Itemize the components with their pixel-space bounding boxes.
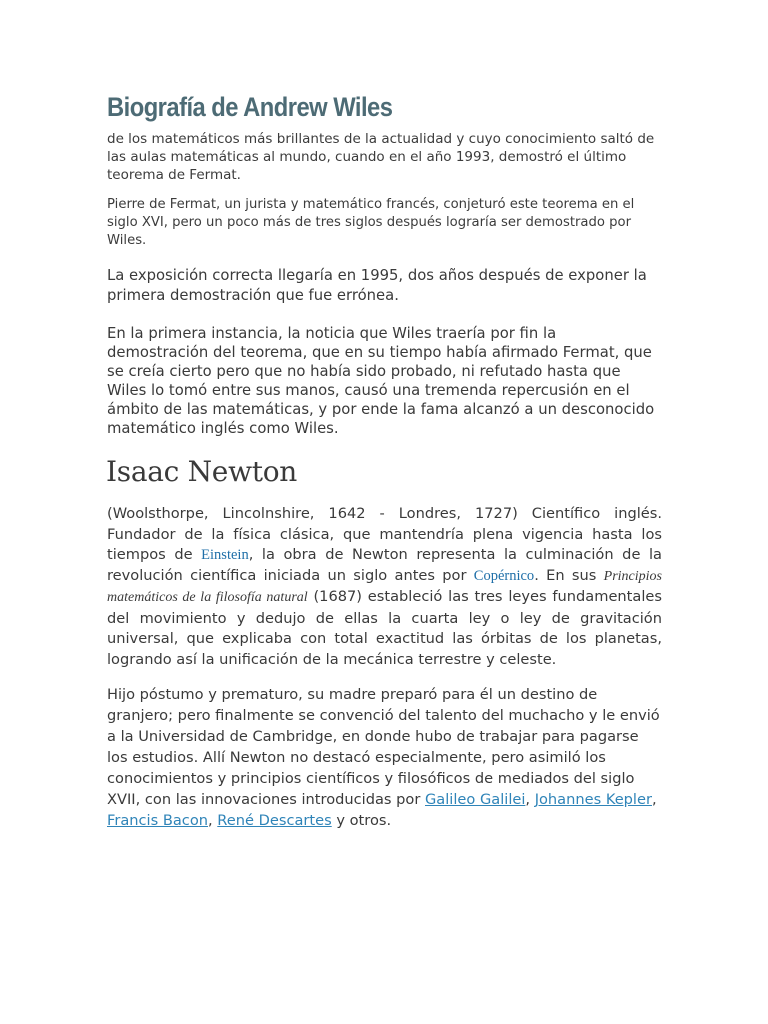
link-kepler[interactable]: Johannes Kepler — [534, 791, 652, 808]
separator: , — [525, 791, 535, 808]
link-bacon[interactable]: Francis Bacon — [107, 812, 209, 829]
newton-p1-text-1: (Woolsthorpe, Lincolnshire, 1642 - Londres, 1727) Científico inglés. Fundador de la física clásica, que mantendría plena vigencia hasta los tiempos de — [107, 505, 662, 563]
link-copernico[interactable]: Copérnico — [473, 567, 535, 584]
wiles-paragraph-4: En la primera instancia, la noticia que Wiles traería por fin la demostración del teorema, que en su tiempo había afirmado Fermat, que se creía cierto pero que no había sido probado, ni refutado hasta que Wiles lo tomó entre sus manos, causó una tremenda repercusión en el ámbito de las matemáticas, y por ende la fama alcanzó a un desconocido matemático inglés como Wiles. — [107, 325, 655, 437]
separator: , — [651, 791, 657, 808]
separator: , — [208, 812, 218, 829]
newton-p1-text-4: (1687) estableció las tres leyes fundamentales del movimiento y dedujo de ellas la cuarta ley o ley de gravitación universal, que explicaba con total exactitud las órbitas de los planetas, logrando así la unificación de la mecánica terrestre y celeste. — [107, 588, 662, 668]
newton-title: Isaac Newton — [106, 455, 297, 488]
link-galileo[interactable]: Galileo Galilei — [425, 791, 526, 808]
link-descartes[interactable]: René Descartes — [217, 812, 332, 829]
link-einstein[interactable]: Einstein — [201, 547, 249, 563]
newton-p1-text-2: , la obra de Newton representa la culminación de la revolución científica iniciada un siglo antes por — [107, 546, 662, 584]
newton-paragraph-1 — [107, 504, 662, 670]
newton-paragraph-2 — [107, 684, 662, 831]
newton-p2-text-1: Hijo póstumo y prematuro, su madre preparó para él un destino de granjero; pero finalmente se convenció del talento del muchacho y le envió a la Universidad de Cambridge, en donde hubo de trabajar para pagarse los estudios. Allí Newton no destacó especialmente, pero asimiló los conocimientos y principios científicos y filosóficos de mediados del siglo XVII, con las innovaciones introducidas por — [107, 686, 660, 808]
wiles-paragraph-1: de los matemáticos más brillantes de la actualidad y cuyo conocimiento saltó de las aulas matemáticas al mundo, cuando en el año 1993, demostró el último teorema de Fermat. — [107, 131, 655, 183]
newton-p1-text-3: . En sus — [534, 566, 604, 584]
wiles-title: Biografía de Andrew Wiles — [107, 92, 393, 122]
wiles-paragraph-3: La exposición correcta llegaría en 1995, dos años después de exponer la primera demostración que fue errónea. — [107, 267, 647, 304]
newton-p2-text-2: y otros. — [331, 812, 392, 829]
book-title: Principios matemáticos de la filosofía natural — [107, 568, 662, 605]
wiles-paragraph-2: Pierre de Fermat, un jurista y matemático francés, conjeturó este teorema en el siglo XVI, pero un poco más de tres siglos después lograría ser demostrado por Wiles. — [107, 197, 635, 248]
